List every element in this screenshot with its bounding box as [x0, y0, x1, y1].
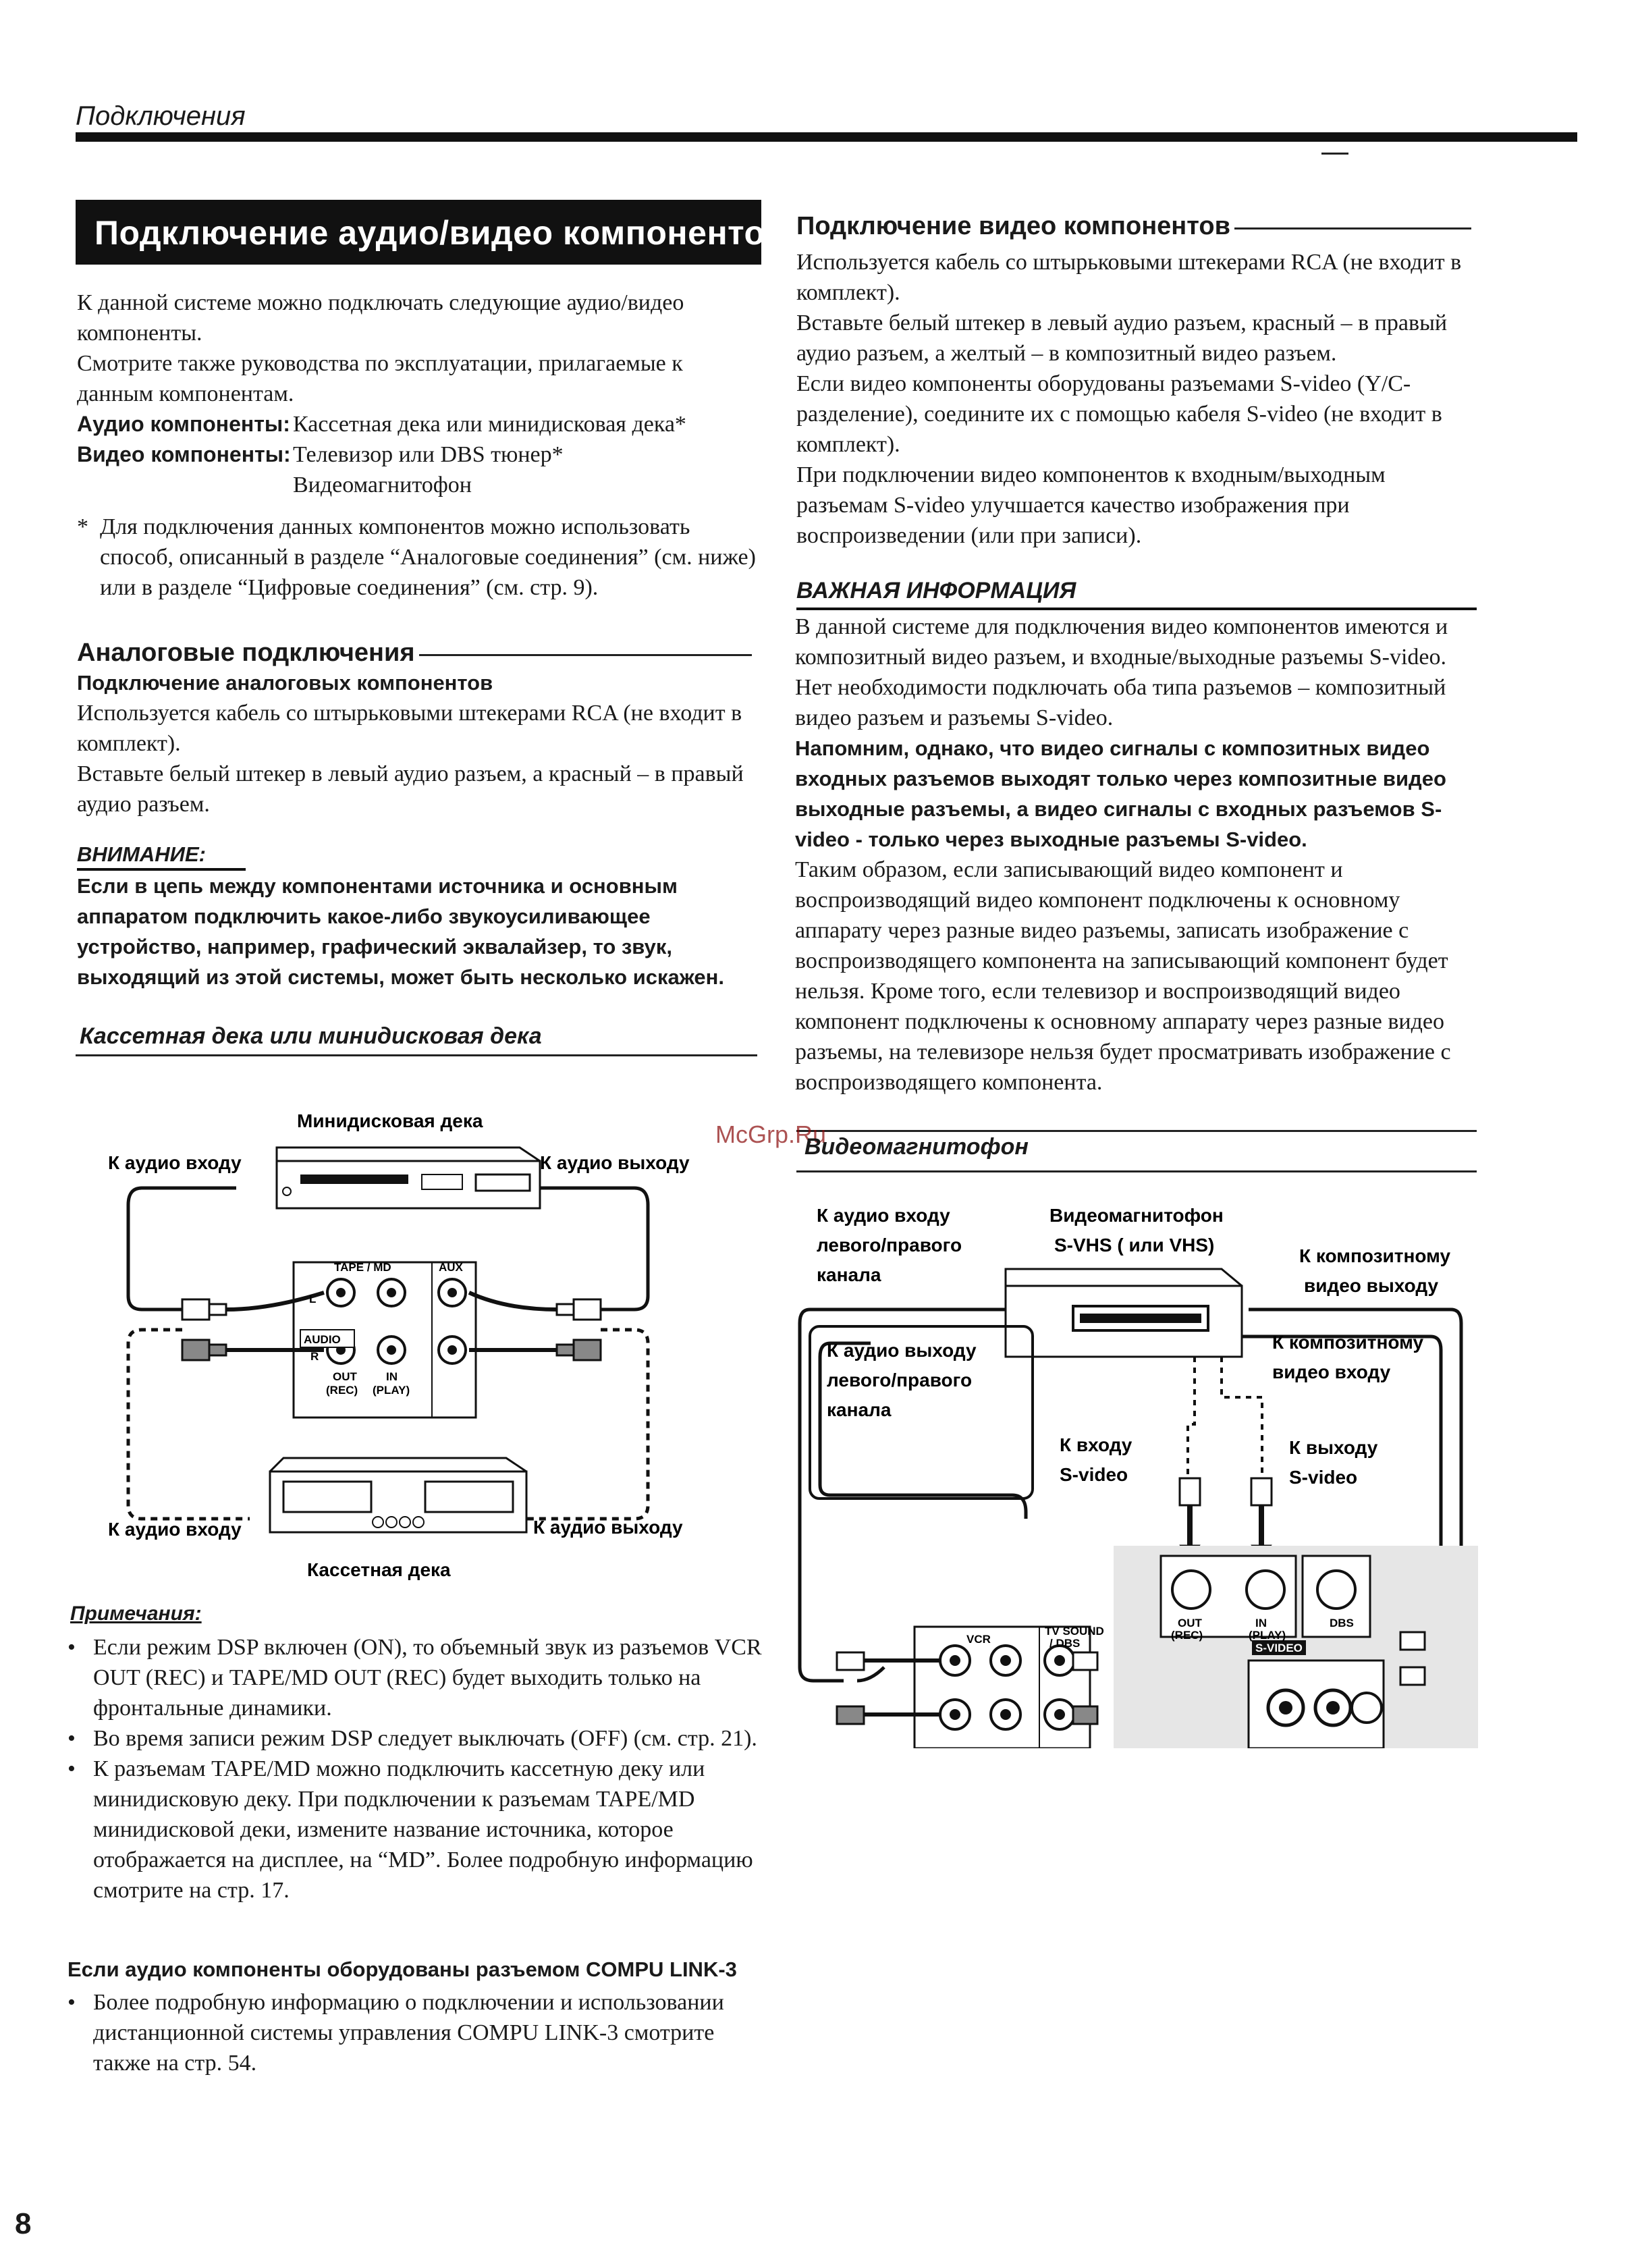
video-heading [796, 212, 1471, 241]
cable-s-video-out [1222, 1357, 1262, 1478]
vcr-figure-rule-top [796, 1130, 1477, 1132]
video-paragraph-1: Используется кабель со штырьковыми штекерами RCA (не входит в комплект). [796, 250, 1462, 305]
md-deck-icon [277, 1148, 540, 1208]
vcr-to-audio-out-3: канала [827, 1399, 892, 1420]
note-text-1: Если режим DSP включен (ON), то объемный звук из разъемов VCR OUT (REC) и TAPE/MD OUT (REC) будет выходить только на фронтальные динамики. [93, 1635, 762, 1721]
cassette-figure-rule [76, 1054, 757, 1056]
video-components-row-2 [77, 470, 759, 500]
vcr-connection-diagram [790, 1195, 1485, 1748]
note-item: • К разъемам TAPE/MD можно подключить кассетную деку или минидисковую деку. При подключении к разъемам TAPE/MD минидисковой деки, измените название источника, которое отображается на дисплее, на “MD”. Более подробную информацию смотрите на стр. 17. [67, 1756, 753, 1903]
audio-components-value: Кассетная дека или минидисковая дека* [293, 412, 686, 437]
video-heading-text: Подключение видео компонентов [796, 212, 1230, 240]
analog-heading [77, 639, 752, 668]
important-paragraph-1: В данной системе для подключения видео компонентов имеются и композитный видео разъем, и входные/выходные разъемы S-video. Нет необходимости подключать оба типа разъемов – композитный видео разъем и разъемы S-video. [795, 614, 1448, 730]
footnote-mark: * [77, 514, 88, 539]
dbs-slash-label: / DBS [1049, 1637, 1081, 1650]
analog-subheading: Подключение аналоговых компонентов [77, 671, 493, 695]
cassette-deck-label: Кассетная дека [307, 1559, 451, 1580]
page-title: Подключение аудио/видео компонентов [94, 214, 786, 252]
l-label: L [309, 1293, 317, 1305]
vcr-figure-caption: Видеомагнитофон [804, 1134, 1029, 1160]
to-audio-out-top-label: К аудио выходу [540, 1152, 690, 1173]
tv-sound-label: TV SOUND [1045, 1625, 1104, 1638]
compu-link-list [67, 1987, 763, 2078]
to-audio-out-bottom-label: К аудио выходу [533, 1517, 683, 1538]
aux-label: AUX [439, 1261, 463, 1274]
cable-s-video-in [1188, 1357, 1195, 1478]
page-number: 8 [15, 2207, 32, 2240]
analog-heading-text: Аналоговые подключения [77, 639, 415, 667]
to-comp-out-2: видео выходу [1304, 1275, 1439, 1296]
s-in-label: IN [1255, 1617, 1267, 1629]
vcr-title-1: Видеомагнитофон [1049, 1205, 1224, 1226]
video-components-value-2: Видеомагнитофон [293, 473, 472, 497]
cassette-figure-caption: Кассетная дека или минидисковая дека [80, 1023, 542, 1049]
vcr-to-audio-in-1: К аудио входу [817, 1205, 950, 1226]
note-item: • Во время записи режим DSP следует выключать (OFF) (см. стр. 21). [67, 1726, 757, 1751]
to-s-in-1: К входу [1060, 1434, 1132, 1455]
out-rec-label: (REC) [326, 1384, 358, 1397]
r-label: R [310, 1350, 319, 1363]
analog-paragraph-2: Вставьте белый штекер в левый аудио разъем, а красный – в правый аудио разъем. [77, 761, 744, 817]
compu-link-item: • Более подробную информацию о подключении и использовании дистанционной системы управления COMPU LINK-3 смотрите также на стр. 54. [67, 1990, 724, 2076]
to-comp-in-1: К композитному [1272, 1332, 1424, 1353]
out-label: OUT [333, 1370, 357, 1383]
to-audio-in-top-label: К аудио входу [108, 1152, 242, 1173]
video-body [796, 247, 1478, 551]
vcr-diagram-svg [790, 1195, 1485, 1748]
notes-list [67, 1632, 763, 1906]
vcr-title-2: S-VHS ( или VHS) [1054, 1235, 1215, 1256]
video-components-value-1: Телевизор или DBS тюнер* [293, 442, 564, 467]
vcr-to-audio-in-2: левого/правого [817, 1235, 962, 1256]
video-paragraph-3: Если видео компоненты оборудованы разъемами S-video (Y/C-разделение), соедините их с помощью кабеля S-video (не входит в комплект). [796, 371, 1442, 457]
vcr-to-audio-out-1: К аудио выходу [827, 1340, 977, 1361]
in-label: IN [386, 1370, 398, 1383]
to-audio-in-bottom-label: К аудио входу [108, 1519, 242, 1540]
analog-paragraph-1: Используется кабель со штырьковыми штекерами RCA (не входит в комплект). [77, 701, 742, 756]
audio-components-label: Аудио компоненты: [77, 412, 290, 436]
in-play-label: (PLAY) [373, 1384, 410, 1397]
intro-footnote [77, 512, 759, 603]
vcr-label: VCR [966, 1633, 991, 1646]
important-paragraph-2: Напомним, однако, что видео сигналы с композитных видео входных разъемов выходят только через композитные видео выходные разъемы, а видео сигналы с входных разъемов S-video - только через выходные разъемы S-video. [795, 736, 1446, 851]
header-dash [1321, 153, 1348, 155]
section-header: Подключения [76, 101, 246, 131]
important-rule [796, 608, 1477, 610]
footnote-text: Для подключения данных компонентов можно использовать способ, описанный в разделе “Аналоговые соединения” (см. ниже) или в разделе “Цифровые соединения” (см. стр. 9). [100, 514, 756, 600]
cassette-diagram-svg [101, 1107, 709, 1593]
notes-heading: Примечания: [70, 1602, 202, 1625]
watermark: McGrp.Ru [715, 1120, 827, 1148]
compu-link-heading: Если аудио компоненты оборудованы разъемом COMPU LINK-3 [67, 1958, 737, 1981]
important-body [795, 612, 1478, 1098]
compu-link-text: Более подробную информацию о подключении и использовании дистанционной системы управления COMPU LINK-3 смотрите также на стр. 54. [93, 1990, 724, 2076]
cable-md-left [128, 1188, 236, 1310]
important-heading: ВАЖНАЯ ИНФОРМАЦИЯ [796, 578, 1076, 603]
to-comp-out-1: К композитному [1299, 1245, 1451, 1266]
note-item: • Если режим DSP включен (ON), то объемный звук из разъемов VCR OUT (REC) и TAPE/MD OUT (REC) будет выходить только на фронтальные динамики. [67, 1635, 762, 1721]
intro-block [77, 288, 759, 500]
caution-text: Если в цепь между компонентами источника и основным аппаратом подключить какое-либо звукоусиливающее устройство, например, графический эквалайзер, то звук, выходящий из этой системы, может быть несколько искажен. [77, 874, 724, 989]
intro-paragraph-1: К данной системе можно подключать следующие аудио/видео компоненты. [77, 290, 684, 346]
note-text-3: К разъемам TAPE/MD можно подключить кассетную деку или минидисковую деку. При подключении к разъемам TAPE/MD минидисковой деки, измените название источника, которое отображается на дисплее, на “MD”. Более подробную информацию смотрите на стр. 17. [93, 1756, 753, 1903]
s-out-rec-label: (REC) [1171, 1629, 1203, 1642]
important-paragraph-3: Таким образом, если записывающий видео компонент и воспроизводящий видео компонент подключены к основному аппарату через разные видео разъемы, записать изображение с воспроизводящего компонента на записывающий компонент будет нельзя. Кроме того, если телевизор и воспроизводящий видео компонент подключены к основному аппарату через разные видео разъемы, на телевизоре нельзя будет просматривать изображение с воспроизводящего компонента. [795, 857, 1451, 1095]
audio-label: AUDIO [304, 1333, 341, 1346]
analog-body [77, 698, 759, 819]
main-title-box [76, 200, 786, 265]
header-rule [76, 132, 1577, 142]
vcr-figure-rule [796, 1170, 1477, 1172]
caution-heading: ВНИМАНИЕ: [77, 842, 206, 866]
vcr-to-audio-out-2: левого/правого [827, 1370, 973, 1390]
vcr-unit-icon [1006, 1269, 1242, 1357]
to-s-in-2: S-video [1060, 1464, 1128, 1485]
video-paragraph-4: При подключении видео компонентов к входным/выходным разъемам S-video улучшается качество изображения при воспроизведении (или при записи). [796, 462, 1386, 548]
video-components-row [77, 439, 759, 470]
cassette-connection-diagram [101, 1107, 709, 1593]
md-deck-label: Минидисковая дека [297, 1110, 483, 1131]
tape-md-label: TAPE / MD [334, 1261, 391, 1274]
vcr-to-audio-in-3: канала [817, 1264, 881, 1285]
video-paragraph-2: Вставьте белый штекер в левый аудио разъем, красный – в правый аудио разъем, а желтый – в композитный видео разъем. [796, 310, 1448, 366]
cable-md-right [540, 1188, 648, 1310]
audio-components-row [77, 409, 759, 439]
video-label: VIDEO [1303, 1669, 1338, 1681]
s-out-label: OUT [1178, 1617, 1202, 1629]
video-components-label: Видео компоненты: [77, 442, 291, 466]
to-s-out-2: S-video [1289, 1467, 1358, 1488]
note-text-2: Во время записи режим DSP следует выключать (OFF) (см. стр. 21). [93, 1726, 757, 1751]
to-s-out-1: К выходу [1289, 1437, 1378, 1458]
cassette-deck-icon [270, 1458, 526, 1532]
s-in-play-label: (PLAY) [1249, 1629, 1286, 1642]
intro-paragraph-2: Смотрите также руководства по эксплуатации, прилагаемые к данным компонентам. [77, 351, 683, 406]
dbs-label: DBS [1330, 1617, 1354, 1629]
to-comp-in-2: видео входу [1272, 1361, 1391, 1382]
s-video-label: S-VIDEO [1255, 1642, 1303, 1654]
